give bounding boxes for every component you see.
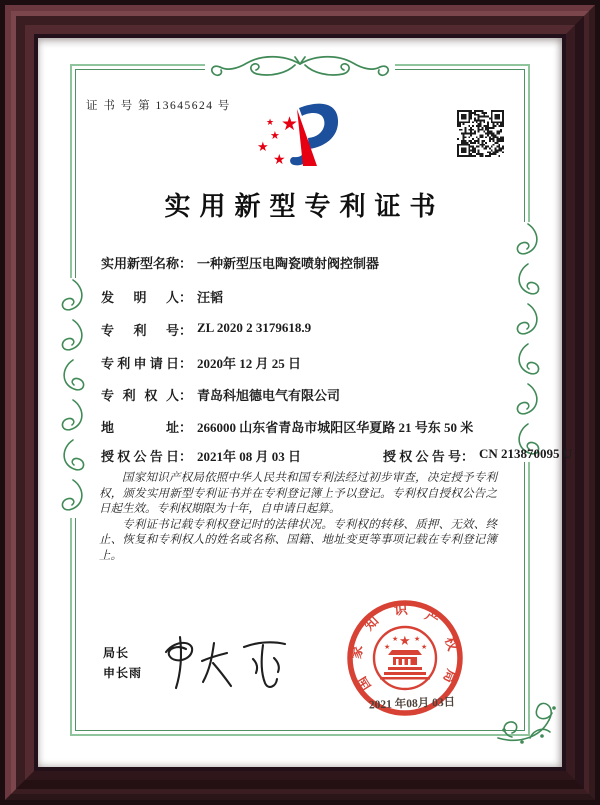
svg-text:★: ★: [384, 643, 391, 651]
svg-text:★: ★: [266, 118, 275, 128]
field-value: 2020年 12 月 25 日: [197, 356, 302, 371]
svg-text:局: 局: [440, 667, 460, 686]
vine-ornament-right: [513, 222, 541, 462]
svg-text:★: ★: [392, 635, 399, 643]
svg-text:★: ★: [273, 152, 286, 168]
field-value: ZL 2020 2 3179618.9: [197, 320, 312, 335]
field-colon: ：: [179, 449, 193, 464]
field-row-name: [101, 253, 379, 271]
grant-no-value: CN 213870095 U: [479, 446, 573, 461]
field-colon: ：: [179, 356, 193, 371]
svg-text:★: ★: [281, 113, 299, 135]
cnipa-patent-logo: [253, 94, 345, 170]
field-row-inventor: [101, 287, 223, 305]
field-label: 授权公告日: [101, 449, 179, 464]
field-value: 一种新型压电陶瓷喷射阀控制器: [197, 256, 380, 271]
seal-date: 2021 年08月 03日: [368, 696, 456, 712]
field-colon: ：: [461, 449, 475, 464]
legal-paragraph-2: 专利证书记载专利权登记时的法律状况。专利权的转移、质押、无效、终止、恢复和专利权人的姓名或名称、国籍、地址变更等事项记载在专利登记簿上。: [99, 518, 497, 562]
field-colon: ：: [179, 323, 193, 338]
handwritten-signature: [152, 630, 317, 694]
grant-no-group: [383, 446, 572, 465]
svg-text:产: 产: [422, 607, 442, 628]
field-value: 汪韬: [197, 290, 224, 305]
field-colon: ：: [179, 290, 193, 305]
certificate-title: 实用新型专利证书: [164, 192, 445, 221]
field-value: 266000 山东省青岛市城阳区华夏路 21 号东 50 米: [197, 420, 474, 435]
svg-text:★: ★: [257, 140, 269, 155]
svg-text:家: 家: [348, 644, 366, 660]
vine-ornament-left: [59, 278, 87, 518]
legal-text: [99, 471, 497, 564]
field-row-patent-no: [101, 320, 311, 338]
field-label: 专利权人: [101, 388, 179, 403]
field-label: 专利申请日: [101, 356, 179, 371]
qr-code: [457, 110, 504, 157]
field-label: 发明人: [101, 290, 179, 305]
svg-text:国: 国: [353, 674, 374, 694]
svg-text:★: ★: [421, 643, 428, 651]
field-colon: ：: [179, 420, 193, 435]
field-label: 授权公告号: [383, 449, 461, 464]
svg-text:★: ★: [270, 129, 280, 142]
svg-text:权: 权: [442, 635, 461, 653]
signer-role: 局长: [103, 646, 130, 660]
field-label: 地址: [101, 420, 179, 435]
field-label: 实用新型名称: [101, 256, 180, 271]
field-colon: ：: [179, 388, 193, 403]
flourish-ornament-top: [205, 50, 395, 82]
field-row-filing-date: [101, 353, 301, 371]
certificate-number: 证 书 号 第 13645624 号: [86, 100, 231, 112]
grant-date-value: 2021年 08 月 03 日: [197, 449, 302, 464]
field-colon: ：: [179, 256, 193, 271]
svg-text:★: ★: [399, 634, 411, 649]
flourish-ornament-corner: [492, 688, 562, 748]
field-label: 专利号: [101, 323, 179, 338]
svg-text:知: 知: [361, 613, 382, 634]
legal-paragraph-1: 国家知识产权局依照中华人民共和国专利法经过初步审查，决定授予专利权，颁发实用新型专利证书并在专利登记簿上予以登记。专利权自授权公告之日起生效。专利权期限为十年，自申请日起算。: [99, 472, 497, 515]
field-row-address: [101, 417, 473, 435]
svg-text:★: ★: [414, 635, 421, 643]
field-row-patentee: [101, 385, 340, 403]
field-row-grant: [101, 446, 573, 464]
field-value: 青岛科旭德电气有限公司: [197, 388, 341, 403]
svg-text:识: 识: [393, 601, 409, 618]
national-emblem: [374, 627, 436, 689]
signer-name: 申长雨: [103, 666, 143, 680]
